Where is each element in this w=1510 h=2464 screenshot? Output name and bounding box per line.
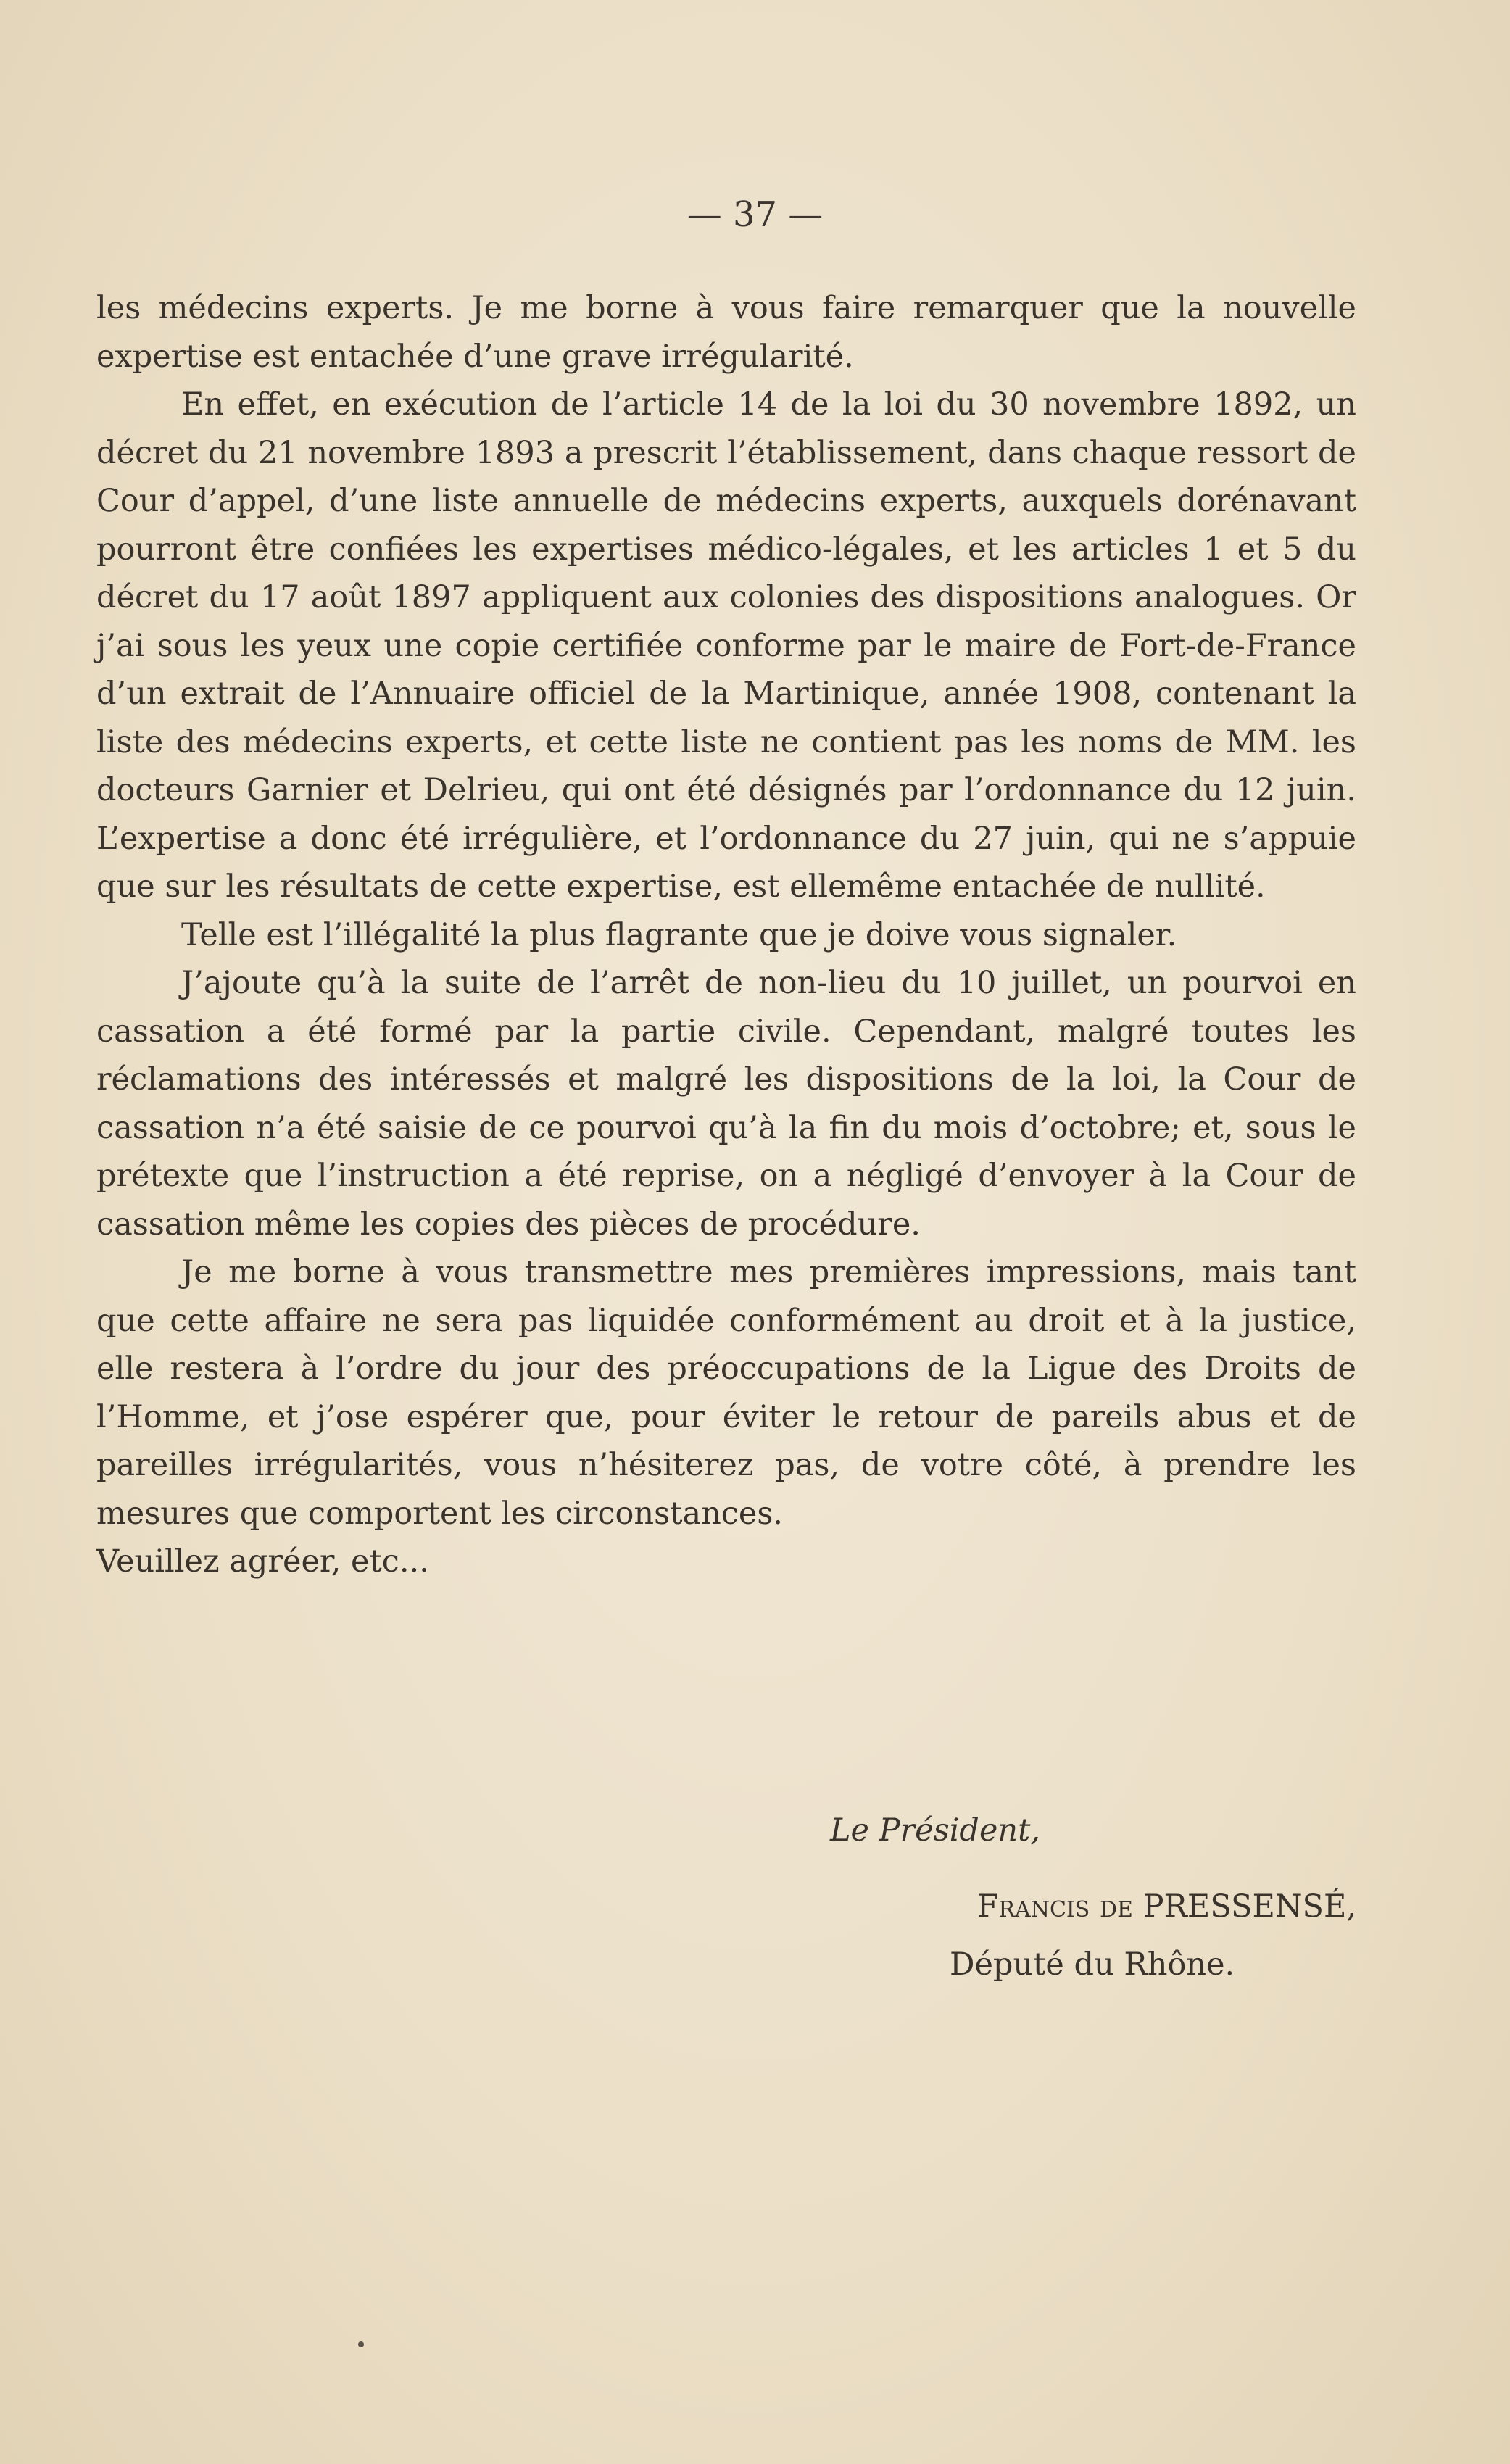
closing-formula: Veuillez agréer, etc... <box>96 1543 429 1580</box>
paragraph-cassation: J’ajoute qu’à la suite de l’arrêt de non-lieu du 10 juillet, un pourvoi en cassation a été formé par la partie civile. Cependant, malgré toutes les réclamations des intéressés et malgré les dispositions de la loi, la Cour de cassation n’a été saisie de ce pourvoi qu’à la fin du mois d’octobre; et, sous le prétexte que l’instruction a été reprise, on a négligé d’envoyer à la Cour de cassation même les copies des pièces de procédure. <box>96 965 1356 1243</box>
page-number: — 37 — <box>686 194 824 235</box>
paragraph-legal-argument: En effet, en exécution de l’article 14 de la loi du 30 novembre 1892, un décret du 21 novembre 1893 a prescrit l’établissement, dans chaque ressort de Cour d’appel, d’une liste annuelle de médecins experts, auxquels dorénavant pourront être confiées les expertises médico-légales, et les articles 1 et 5 du décret du 17 août 1897 appliquent aux colonies des dispositions analogues. Or j’ai sous les yeux une copie certifiée conforme par le maire de Fort-de-France d’un extrait de l’Annuaire officiel de la Martinique, année 1908, contenant la liste des médecins experts, et cette liste ne contient pas les noms de MM. les docteurs Garnier et Delrieu, qui ont été désignés par l’ordonnance du 12 juin. L’expertise a donc été irrégulière, et l’ordonnance du 27 juin, qui ne s’appuie que sur les résultats de cette expertise, est ellemême entachée de nullité. <box>96 386 1356 905</box>
signatory-name: Francis de PRESSENSÉ, <box>976 1888 1356 1925</box>
signatory-role: Député du Rhône. <box>950 1946 1235 1983</box>
signatory-title: Le Président, <box>830 1812 1041 1849</box>
ink-speck <box>358 2341 364 2347</box>
paragraph-continuation: les médecins experts. Je me borne à vous faire remarquer que la nouvelle expertise est entachée d’une grave irrégularité. <box>96 290 1356 375</box>
paragraph-conclusion: Je me borne à vous transmettre mes premières impressions, mais tant que cette affaire ne sera pas liquidée conformément au droit et à la justice, elle restera à l’ordre du jour des préoccupations de la Ligue des Droits de l’Homme, et j’ose espérer que, pour éviter le retour de pareils abus et de pareilles irrégularités, vous n’hésiterez pas, de votre côté, à prendre les mesures que comportent les circonstances. <box>96 1254 1356 1532</box>
paragraph-illegality: Telle est l’illégalité la plus flagrante que je doive vous signaler. <box>181 916 1177 953</box>
letter-body <box>96 284 1356 1586</box>
